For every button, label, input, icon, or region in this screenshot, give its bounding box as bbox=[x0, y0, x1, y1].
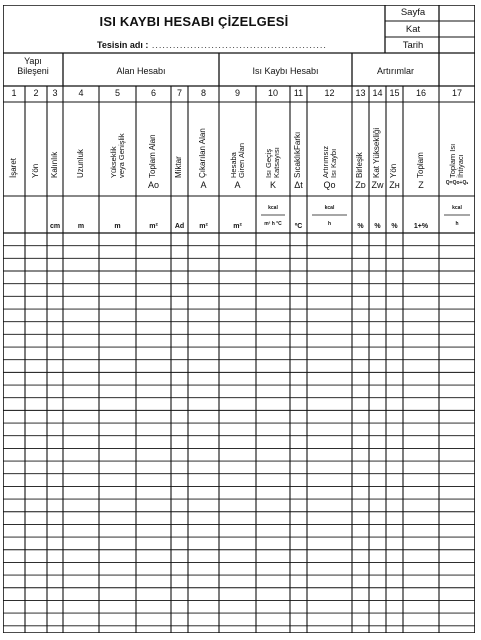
col-10-number: 10 bbox=[267, 88, 278, 98]
col-6-label: Toplam Alan bbox=[148, 134, 158, 178]
group-increments: Artırımlar bbox=[377, 66, 414, 76]
col-14-unit: % bbox=[374, 223, 381, 230]
col-14-symbol: Zᴡ bbox=[371, 180, 384, 190]
col-17-symbol: Q=Qᴏ+Qₛ bbox=[445, 180, 469, 186]
col-11-label: SıcaklıkFarkı bbox=[293, 131, 303, 178]
col-15-unit: % bbox=[391, 223, 398, 230]
col-3-number: 3 bbox=[52, 88, 58, 98]
col-14-number: 14 bbox=[372, 88, 383, 98]
group-heat-loss-calc: Isı Kaybı Hesabı bbox=[252, 66, 319, 76]
col-16-unit: 1+% bbox=[413, 223, 429, 230]
col-13-label: Birleşik bbox=[355, 152, 365, 178]
col-12-symbol: Qᴏ bbox=[323, 180, 336, 190]
col-5-unit: m bbox=[114, 223, 121, 230]
col-6-unit: m² bbox=[149, 223, 158, 230]
col-1-label: İşaret bbox=[8, 157, 18, 178]
col-10-unit-top: kcal bbox=[268, 205, 278, 211]
col-5-label: Yükseklik veya Genişlik bbox=[108, 133, 126, 178]
col-8-number: 8 bbox=[200, 88, 206, 98]
col-4-label: Uzunluk bbox=[75, 149, 85, 178]
col-9-label: Hesaba Giren Alan bbox=[228, 142, 246, 178]
form-title: ISI KAYBI HESABI ÇİZELGESİ bbox=[99, 14, 289, 29]
col-17-label: Toplam Isı İhtiyacı bbox=[448, 143, 465, 178]
col-16-number: 16 bbox=[415, 88, 426, 98]
col-12-unit: h bbox=[327, 221, 332, 227]
col-11-unit: ºC bbox=[294, 223, 303, 230]
col-8-label: Çıkarılan Alan bbox=[198, 128, 208, 178]
col-9-number: 9 bbox=[234, 88, 240, 98]
col-16-symbol: Z bbox=[418, 180, 424, 190]
col-3-label: Kalınlık bbox=[49, 151, 59, 178]
col-16-label: Toplam bbox=[415, 152, 425, 178]
col-13-number: 13 bbox=[355, 88, 366, 98]
col-12-unit-top: kcal bbox=[324, 205, 335, 211]
col-2-number: 2 bbox=[33, 88, 39, 98]
col-7-label: Miktar bbox=[174, 156, 184, 178]
col-4-number: 4 bbox=[78, 88, 84, 98]
col-11-symbol: Δt bbox=[294, 180, 303, 190]
col-5-number: 5 bbox=[114, 88, 120, 98]
group-area-calc: Alan Hesabı bbox=[116, 66, 166, 76]
col-10-symbol: K bbox=[269, 180, 276, 190]
group-building-element: Yapı Bileşeni bbox=[17, 56, 49, 76]
facility-name-field[interactable]: Tesisin adı : .................................................. bbox=[97, 40, 327, 50]
col-13-unit: % bbox=[357, 223, 364, 230]
col-6-symbol: Aᴏ bbox=[147, 180, 159, 190]
col-15-symbol: Zʜ bbox=[389, 180, 400, 190]
col-8-unit: m² bbox=[199, 223, 208, 230]
col-7-unit: Ad bbox=[174, 223, 185, 230]
col-15-label: Yön bbox=[389, 163, 399, 178]
heat-loss-form bbox=[3, 5, 475, 633]
col-1-number: 1 bbox=[11, 88, 17, 98]
floor-label: Kat bbox=[405, 24, 421, 35]
col-15-number: 15 bbox=[389, 88, 400, 98]
col-2-label: Yön bbox=[30, 163, 40, 178]
date-label: Tarih bbox=[402, 40, 424, 51]
facility-label: Tesisin adı : bbox=[97, 40, 149, 50]
col-17-number: 17 bbox=[451, 88, 462, 98]
col-13-symbol: Zᴅ bbox=[355, 180, 366, 190]
col-6-number: 6 bbox=[150, 88, 156, 98]
col-17-unit-top: kcal bbox=[452, 205, 462, 211]
col-14-label: Kat Yüksekliği bbox=[372, 127, 382, 178]
col-8-symbol: A bbox=[200, 180, 207, 190]
col-9-unit: m² bbox=[233, 223, 242, 230]
col-3-unit: cm bbox=[49, 223, 61, 230]
page-label: Sayfa bbox=[400, 7, 426, 18]
col-11-number: 11 bbox=[293, 88, 304, 98]
col-10-unit: m² h °C bbox=[264, 221, 282, 227]
col-9-symbol: A bbox=[234, 180, 241, 190]
col-12-number: 12 bbox=[324, 88, 335, 98]
col-10-label: Isı Geçiş Katsayısı bbox=[264, 147, 281, 178]
form-grid bbox=[3, 5, 475, 633]
col-17-unit: h bbox=[455, 221, 459, 227]
col-12-label: Artırımsız Isı Kaybı bbox=[320, 145, 338, 178]
col-7-number: 7 bbox=[176, 88, 182, 98]
col-4-unit: m bbox=[77, 223, 85, 230]
